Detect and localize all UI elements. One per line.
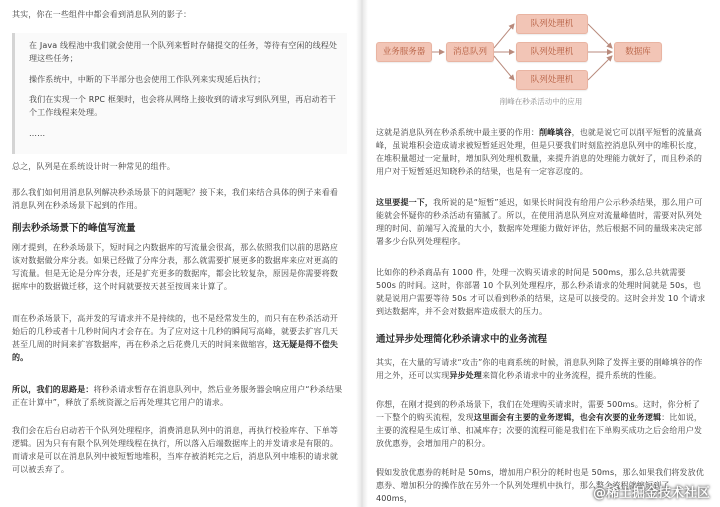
paragraph-short-delay: 这里要提一下，我所说的是“短暂”延迟，如果长时间没有给用户公示秒杀结果，那么用户可能就会怀疑你的秒杀活动有猫腻了。所以，在使用消息队列应对流量峰值时，需要对队列处理的时间、前端写入流量的大小，数据库处理能力做好评估，然后根据不同的量级来决定部署多少台队列处理程序。 <box>376 198 703 246</box>
intro-paragraph: 其实，你在一些组件中都会看到消息队列的影子： <box>12 10 192 19</box>
paragraph-capacity-example: 比如你的秒杀商品有 1000 件，处理一次购买请求的时间是 500ms，那么总共就需要 500s 的时间。这时，你部署 10 个队列处理程序，那么秒杀请求的处理时间就是 50s，也就是说用户需要等待 50s 才可以看到秒杀的结果，这是可以接受的。这时会并发 10 个请求到达数据库，并不会对数据库造成很大的压力。 <box>376 268 706 316</box>
juejin-watermark: @稀土掘金技术社区 <box>592 486 710 501</box>
summary-paragraph: 总之，队列是在系统设计时一种常见的组件。 <box>12 162 175 171</box>
paragraph-sharding: 刚才提到，在秒杀场景下，短时间之内数据库的写流量会很高，那么依照我们以前的思路应该对数据做分库分表。如果已经做了分库分表，那么就需要扩展更多的数据库来应对更高的写流量。但是无论是分库分表，还是扩充更多的数据库，都会比较复杂，原因是你需要将数据库中的数据做迁移，这个时间就要按天甚至按周来计算了。 <box>12 243 338 291</box>
node-queue-worker-2: 队列处理机 <box>516 42 588 62</box>
arrow-worker-1-to-db <box>588 24 612 48</box>
arrow-queue-to-worker-1 <box>494 24 514 48</box>
right-page <box>362 0 720 507</box>
quote-os-interrupt: 操作系统中，中断的下半部分也会使用工作队列来实现延后执行； <box>29 75 266 84</box>
quote-java-threadpool: 在 Java 线程池中我们就会使用一个队列来暂时存储提交的任务，等待有空闲的线程处理这些任务； <box>29 41 338 63</box>
paragraph-peak-shaving-role: 这就是消息队列在秒杀系统中最主要的作用：削峰填谷，也就是说它可以削平短暂的流量高峰，虽说堆积会造成请求被短暂延迟处理，但是只要我们时刻监控消息队列中的堆积长度，在堆积量超过一定量时，增加队列处理机数量，来提升消息的处理能力就好了，而且秒杀的用户对于短暂延迟知晓秒杀的结果，也是有一定容忍度的。 <box>376 128 703 176</box>
arrow-queue-to-worker-3 <box>494 56 514 80</box>
node-business-server: 业务服务器 <box>376 42 432 62</box>
diagram-caption: 削峰在秒杀活动中的应用 <box>499 97 583 106</box>
transition-paragraph: 那么我们如何用消息队列解决秒杀场景下的问题呢？接下来，我们来结合具体的例子来看看消息队列在秒杀场景下起到的作用。 <box>12 188 338 210</box>
paragraph-async-processing: 其实，在大量的写请求“攻击”你的电商系统的时候，消息队列除了发挥主要的削峰填谷的作用之外，还可以实现异步处理来简化秒杀请求中的业务流程，提升系统的性能。 <box>376 358 703 380</box>
examples-quote-block <box>12 33 347 154</box>
arrow-worker-3-to-db <box>588 56 612 80</box>
section-heading-peak-shaving: 削去秒杀场景下的峰值写流量 <box>12 223 136 234</box>
node-queue-worker-3: 队列处理机 <box>516 70 588 90</box>
paragraph-approach: 所以，我们的思路是：将秒杀请求暂存在消息队列中，然后业务服务器会响应用户“秒杀结果正在计算中”，释放了系统资源之后再处理其它用户的请求。 <box>12 385 343 407</box>
paragraph-coupon-points: 假如发放优惠券的耗时是 50ms，增加用户积分的耗时也是 50ms，那么如果我们将发放优惠券、增加积分的操作放在另外一个队列处理机中执行，那么整个流程就缩短到了 400ms， <box>376 468 704 503</box>
quote-rpc-framework: 我们在实现一个 RPC 框架时，也会将从网络上接收到的请求写到队列里，再启动若干个工作线程来处理。 <box>29 95 337 117</box>
section-heading-async: 通过异步处理简化秒杀请求中的业务流程 <box>376 334 548 345</box>
paragraph-burst-traffic: 而在秒杀场景下，高并发的写请求并不是持续的，也不是经常发生的，而只有在秒杀活动开始后的几秒或者十几秒时间内才会存在。为了应对这十几秒的瞬间写高峰，就要去扩容几天甚至几周的时间来扩容数据库，再在秒杀之后花费几天的时间来做缩容，这无疑是得不偿失的。 <box>12 314 338 362</box>
paragraph-main-vs-secondary: 你想，在刚才提到的秒杀场景下，我们在处理购买请求时，需要 500ms。这时，你分析了一下整个的购买流程，发现这里面会有主要的业务逻辑，也会有次要的业务逻辑：比如说，主要的流程是生成订单、扣减库存；次要的流程可能是我们在下单购买成功之后会给用户发放优惠券，会增加用户的积分。 <box>376 400 703 448</box>
node-database: 数据库 <box>614 42 662 62</box>
node-queue-worker-1: 队列处理机 <box>516 14 588 34</box>
quote-ellipsis: …… <box>29 129 46 138</box>
node-message-queue: 消息队列 <box>446 42 494 62</box>
peak-shaving-diagram <box>376 8 706 108</box>
paragraph-queue-workers: 我们会在后台启动若干个队列处理程序，消费消息队列中的消息，再执行校验库存、下单等逻辑。因为只有有限个队列处理线程在执行，所以落入后端数据库上的并发请求是有限的。而请求是可以在消息队列中被短暂地堆积，当库存被消耗完之后，消息队列中堆积的请求就可以被丢弃了。 <box>12 426 338 474</box>
